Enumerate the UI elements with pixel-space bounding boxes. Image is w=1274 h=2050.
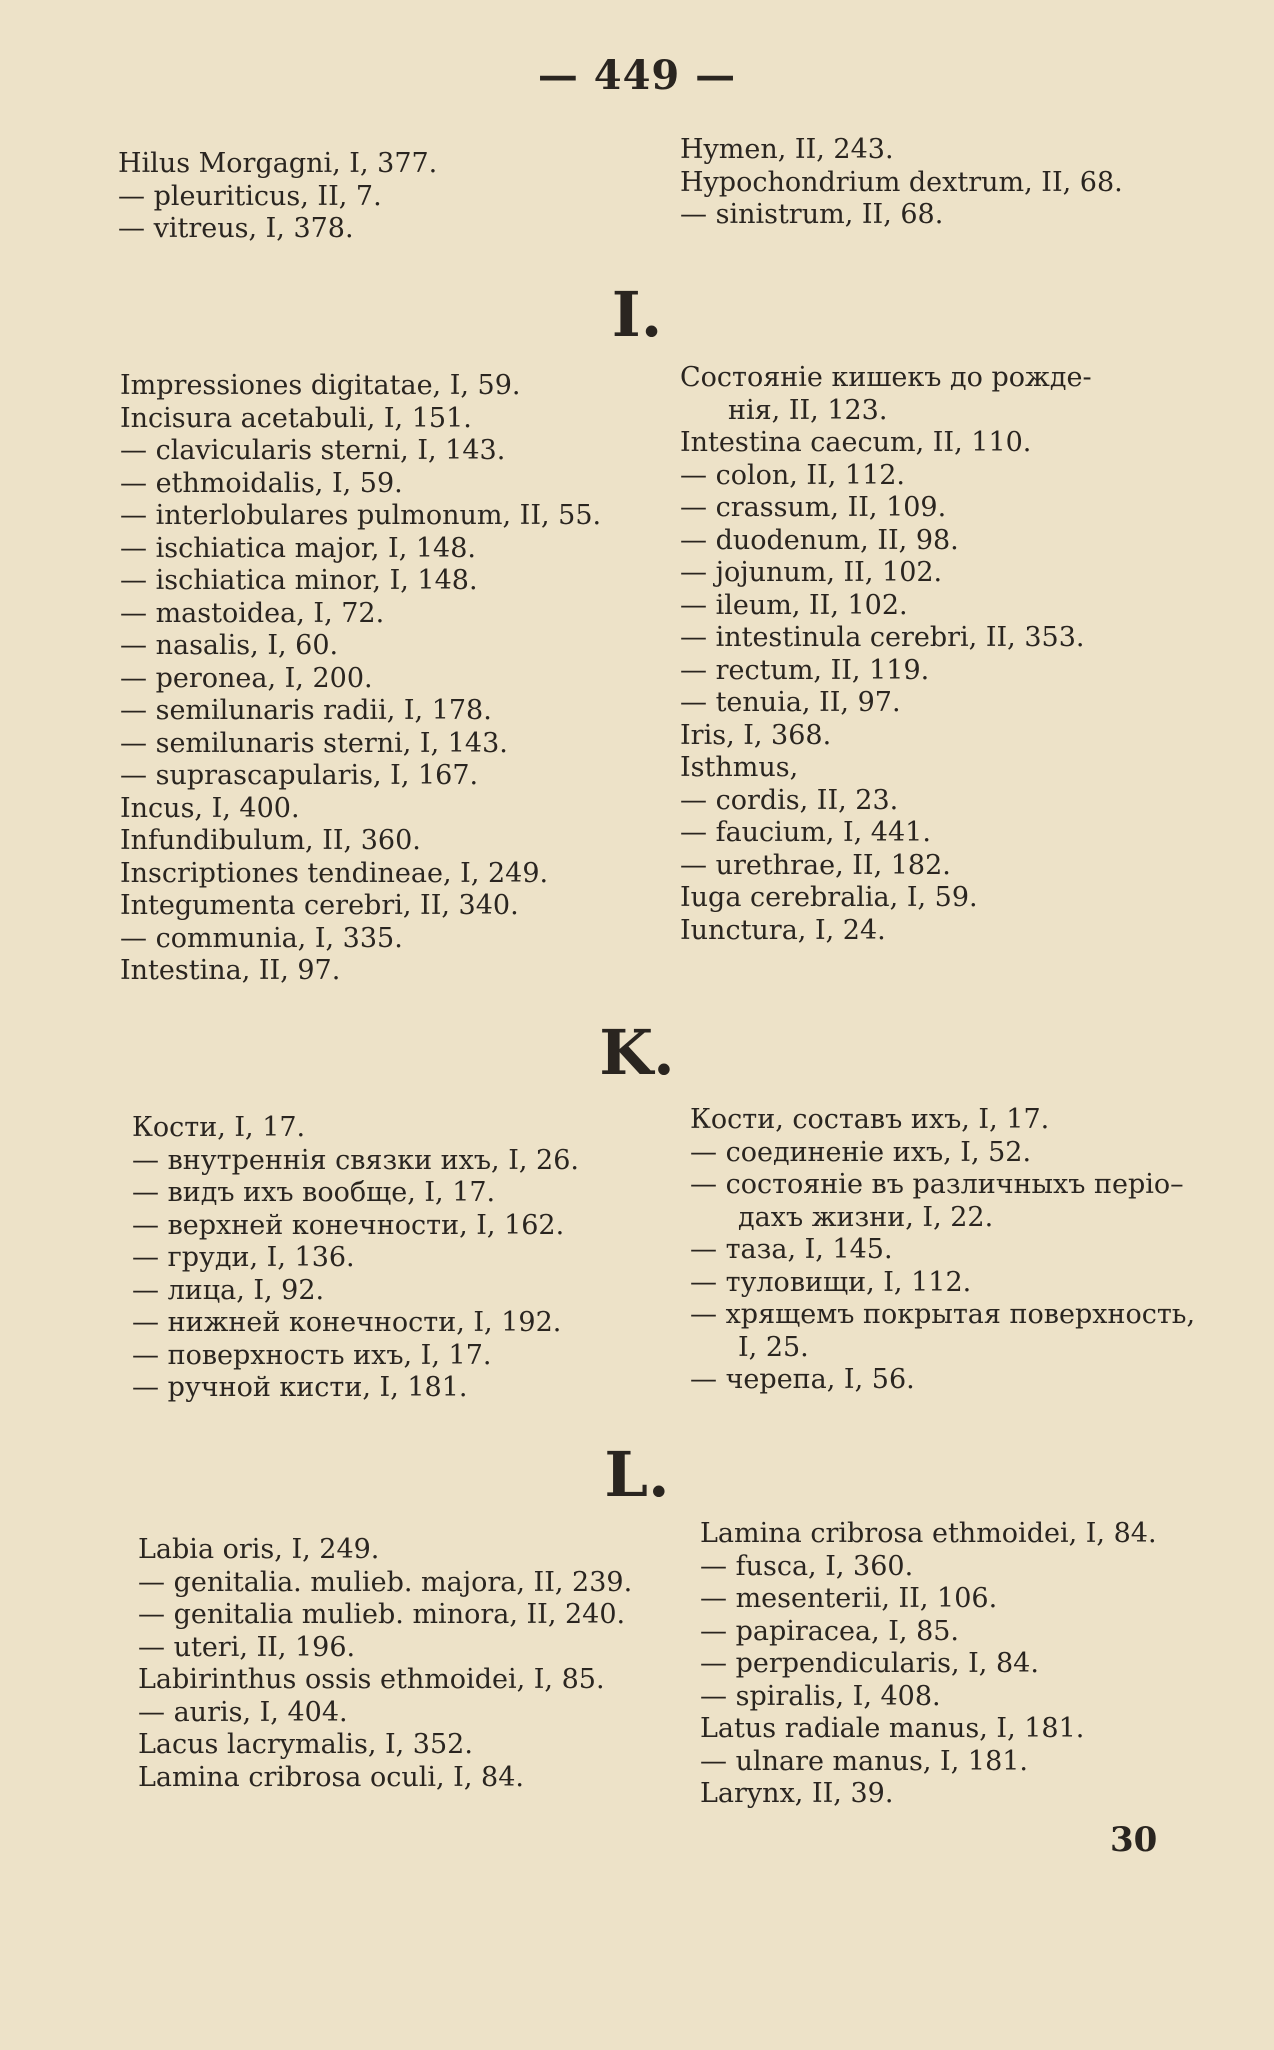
index-entry: Incisura acetabuli, I, 151. (120, 402, 472, 434)
index-entry: — mesenterii, II, 106. (700, 1583, 998, 1614)
section-letter-l: L. (604, 1438, 670, 1511)
index-entry: Кости, I, 17. (132, 1112, 306, 1143)
index-entry: — груди, I, 136. (132, 1242, 355, 1273)
index-entry: — duodenum, II, 98. (680, 524, 959, 556)
index-entry: — туловищи, I, 112. (690, 1266, 972, 1298)
index-entry: — papiracea, I, 85. (700, 1615, 960, 1647)
index-entry: — faucium, I, 441. (680, 817, 931, 848)
index-entry: — spiralis, I, 408. (700, 1680, 941, 1712)
index-column-h-left (118, 148, 437, 246)
index-column-h-right (680, 134, 1123, 232)
index-entry: — semilunaris radii, I, 178. (120, 695, 492, 726)
index-entry: Lacus lacrymalis, I, 352. (138, 1729, 473, 1760)
index-entry: — peronea, I, 200. (120, 662, 373, 694)
index-entry: — nasalis, I, 60. (120, 630, 339, 661)
index-entry: — соединенiе ихъ, I, 52. (690, 1136, 1032, 1168)
index-entry: — таза, I, 145. (690, 1234, 893, 1265)
index-entry: — uteri, II, 196. (138, 1631, 356, 1663)
index-entry: — pleuriticus, II, 7. (118, 180, 382, 212)
index-entry: — perpendicularis, I, 84. (700, 1648, 1039, 1679)
index-entry: Iunctura, I, 24. (680, 914, 886, 946)
index-entry: I, 25. (738, 1331, 809, 1363)
index-entry: — vitreus, I, 378. (118, 213, 354, 244)
index-entry: Integumenta cerebri, II, 340. (120, 890, 519, 921)
index-entry: Iuga cerebralia, I, 59. (680, 882, 978, 913)
index-entry: — ethmoidalis, I, 59. (120, 467, 403, 499)
index-column-l-left (138, 1534, 632, 1794)
index-entry: — communia, I, 335. (120, 922, 403, 954)
index-entry: — поверхность ихъ, I, 17. (132, 1339, 492, 1371)
index-entry: — jojunum, II, 102. (680, 557, 943, 588)
index-entry: — suprascapularis, I, 167. (120, 760, 479, 791)
index-entry: Isthmus, (680, 752, 799, 783)
index-column-i-left (120, 370, 601, 988)
index-entry: — ручной кисти, I, 181. (132, 1372, 468, 1403)
index-entry: — urethrae, II, 182. (680, 849, 951, 881)
index-entry: Intestina caecum, II, 110. (680, 427, 1032, 458)
index-entry: Hilus Morgagni, I, 377. (118, 148, 438, 179)
index-column-l-right (700, 1518, 1157, 1811)
index-column-k-left (132, 1112, 579, 1405)
index-column-i-right (680, 362, 1092, 947)
index-entry: — ischiatica minor, I, 148. (120, 565, 478, 596)
index-entry: Labirinthus ossis ethmoidei, I, 85. (138, 1664, 605, 1695)
index-entry: — внутреннiя связки ихъ, I, 26. (132, 1144, 579, 1176)
index-entry: Кости, составъ ихъ, I, 17. (690, 1104, 1050, 1135)
index-entry: — хрящемъ покрытая поверхность, (690, 1299, 1196, 1330)
index-entry: — лица, I, 92. (132, 1274, 325, 1306)
index-entry: — видъ ихъ вообще, I, 17. (132, 1177, 496, 1208)
section-letter-i: I. (611, 278, 663, 351)
index-entry: — tenuia, II, 97. (680, 687, 901, 718)
index-entry: — ileum, II, 102. (680, 589, 908, 621)
index-entry: — fusca, I, 360. (700, 1550, 914, 1582)
index-entry: — genitalia. mulieb. majora, II, 239. (138, 1566, 633, 1598)
index-entry: — rectum, II, 119. (680, 654, 930, 686)
section-letter-k: K. (599, 1016, 675, 1089)
index-entry: — intestinula cerebri, II, 353. (680, 622, 1085, 653)
index-entry: — crassum, II, 109. (680, 492, 947, 523)
index-entry: — верхней конечности, I, 162. (132, 1209, 565, 1241)
index-entry: Latus radiale manus, I, 181. (700, 1713, 1085, 1744)
index-entry: — черепа, I, 56. (690, 1364, 915, 1395)
index-entry: — genitalia mulieb. minora, II, 240. (138, 1599, 626, 1630)
index-entry: — colon, II, 112. (680, 459, 906, 491)
index-entry: Hymen, II, 243. (680, 134, 894, 165)
index-entry: Lamina cribrosa ethmoidei, I, 84. (700, 1518, 1157, 1549)
index-column-k-right (690, 1104, 1195, 1397)
index-entry: Larynx, II, 39. (700, 1778, 894, 1809)
index-entry: дахъ жизни, I, 22. (738, 1201, 994, 1233)
page-number: — 449 — (537, 52, 737, 99)
index-entry: Labia oris, I, 249. (138, 1534, 380, 1565)
index-entry: — нижней конечности, I, 192. (132, 1307, 562, 1338)
index-entry: Inscriptiones tendineae, I, 249. (120, 857, 549, 889)
index-entry: — sinistrum, II, 68. (680, 199, 944, 230)
index-entry: — semilunaris sterni, I, 143. (120, 727, 508, 759)
index-entry: Iris, I, 368. (680, 719, 832, 751)
index-entry: — ulnare manus, I, 181. (700, 1745, 1029, 1777)
index-entry: — mastoidea, I, 72. (120, 597, 385, 629)
index-entry: Infundibulum, II, 360. (120, 825, 421, 856)
index-entry: Incus, I, 400. (120, 792, 300, 824)
index-entry: Intestina, II, 97. (120, 955, 341, 986)
index-entry: Lamina cribrosa oculi, I, 84. (138, 1761, 524, 1793)
index-entry: Состоянiе кишекъ до рожде- (680, 362, 1092, 393)
index-entry: — состоянiе въ различныхъ перiо– (690, 1169, 1184, 1200)
index-entry: нiя, II, 123. (728, 394, 888, 426)
index-entry: — cordis, II, 23. (680, 784, 899, 816)
index-entry: Impressiones digitatae, I, 59. (120, 370, 521, 401)
index-entry: — auris, I, 404. (138, 1696, 348, 1728)
index-entry: — clavicularis sterni, I, 143. (120, 435, 506, 466)
index-entry: — interlobulares pulmonum, II, 55. (120, 500, 602, 531)
index-entry: Hypochondrium dextrum, II, 68. (680, 166, 1123, 198)
index-entry: — ischiatica major, I, 148. (120, 532, 476, 564)
signature-mark: 30 (1110, 1820, 1158, 1860)
